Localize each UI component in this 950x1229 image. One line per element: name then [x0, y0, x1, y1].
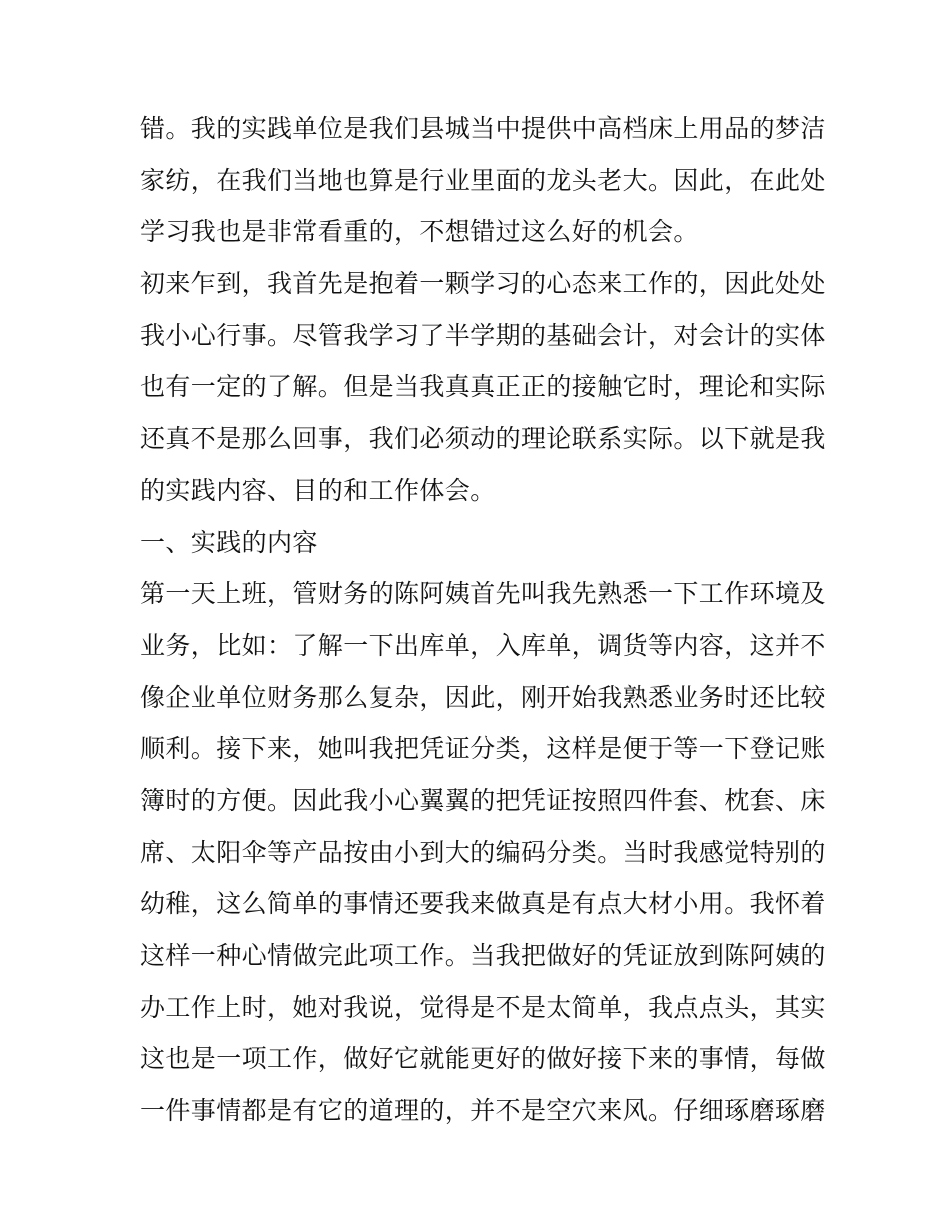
text-line: 像企业单位财务那么复杂，因此，刚开始我熟悉业务时还比较 [140, 682, 826, 712]
text-line: 业务，比如：了解一下出库单，入库单，调货等内容，这并不 [140, 630, 826, 660]
text-line: 初来乍到，我首先是抱着一颗学习的心态来工作的，因此处处 [140, 269, 826, 299]
text-line: 一件事情都是有它的道理的，并不是空穴来风。仔细琢磨琢磨 [140, 1096, 826, 1126]
body-text [140, 103, 826, 1137]
text-line: 还真不是那么回事，我们必须动的理论联系实际。以下就是我 [140, 424, 826, 454]
text-line: 簿时的方便。因此我小心翼翼的把凭证按照四件套、枕套、床 [140, 785, 826, 815]
section-heading: 一、实践的内容 [140, 527, 318, 557]
text-line: 这样一种心情做完此项工作。当我把做好的凭证放到陈阿姨的 [140, 941, 826, 970]
text-line: 学习我也是非常看重的，不想错过这么好的机会。 [140, 217, 699, 247]
text-line: 的实践内容、目的和工作体会。 [140, 475, 496, 505]
text-line: 席、太阳伞等产品按由小到大的编码分类。当时我感觉特别的 [140, 837, 826, 867]
text-line: 幼稚，这么简单的事情还要我来做真是有点大材小用。我怀着 [140, 889, 826, 919]
text-line: 这也是一项工作，做好它就能更好的做好接下来的事情，每做 [140, 1044, 826, 1074]
text-line: 也有一定的了解。但是当我真真正正的接触它时，理论和实际 [140, 372, 826, 402]
text-line: 顺利。接下来，她叫我把凭证分类，这样是便于等一下登记账 [140, 734, 826, 764]
text-line: 我小心行事。尽管我学习了半学期的基础会计，对会计的实体 [140, 320, 826, 350]
text-line: 第一天上班，管财务的陈阿姨首先叫我先熟悉一下工作环境及 [140, 579, 826, 609]
text-line: 错。我的实践单位是我们县城当中提供中高档床上用品的梦洁 [140, 114, 826, 143]
text-line: 办工作上时，她对我说，觉得是不是太简单，我点点头，其实 [140, 992, 826, 1022]
text-line: 家纺，在我们当地也算是行业里面的龙头老大。因此，在此处 [140, 165, 826, 195]
